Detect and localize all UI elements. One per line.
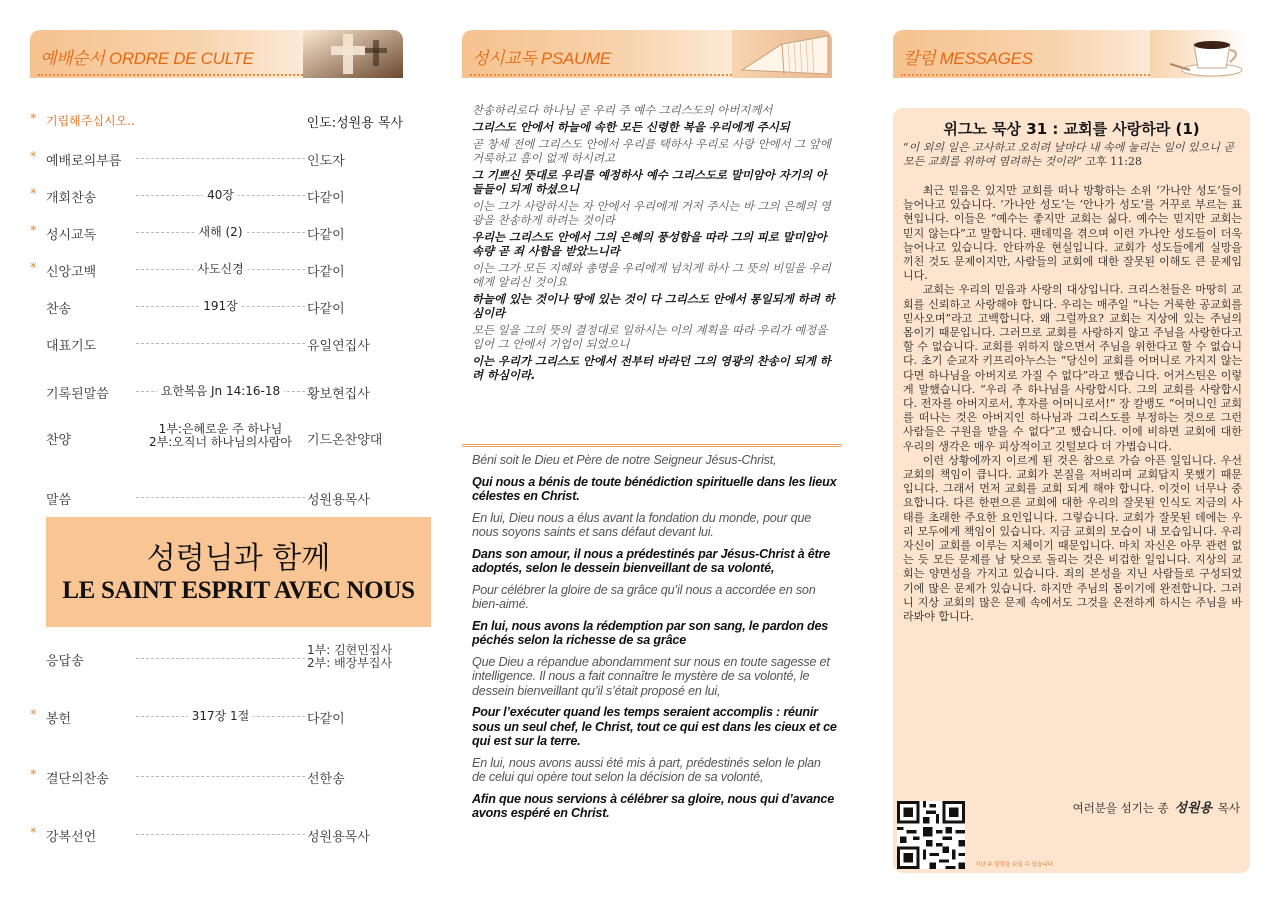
verse-congregation: Dans son amour, il nous a prédestinés par Jésus-Christ à être adoptés, selon le dessein bienveillant de sa volonté, xyxy=(472,546,831,575)
verse-leader: En lui, nous avons aussi été mis à part, prédestinés selon le plan de celui qui opère tout selon la décision de sa volonté, xyxy=(472,755,821,784)
worship-row: * 개회찬송 40장 다같이 xyxy=(30,187,345,206)
paragraph: 최근 믿음은 있지만 교회를 떠나 방황하는 소위 ‘가나안 성도’들이 늘어나고 있습니다. ‘가나안 성도’는 ‘안나가 성도’를 거꾸로 부르는 표현입니다. 이들은 “예수는 좋지만 교회는 싫다. 예수는 믿지만 교회는 믿지 않는다”고 말합니다. 팬데믹을 겪으며 이런 가나안 성도들이 더욱 늘어나고 있습니다. 안타까운 현실입니다. 교회가 성도들에게 실망을 끼친 것도 문제이지만, 사람들의 교회에 대한 잘못된 이해도 큰 문제입니다. xyxy=(903,184,1242,283)
verse-congregation: 하늘에 있는 것이나 땅에 있는 것이 다 그리스도 안에서 통일되게 하려 하심이라 xyxy=(472,292,835,320)
column-title: 위그노 묵상 31 : 교회를 사랑하라 (1) xyxy=(943,120,1200,138)
worship-row: 기록된말씀 요한복음 Jn 14:16-18 황보현집사 xyxy=(46,384,370,402)
sermon-title-banner xyxy=(46,517,431,627)
section-title: 예배순서 ORDRE DE CULTE xyxy=(40,49,254,68)
verse-leader: Pour célébrer la gloire de sa grâce qu’il nous a accordée en son bien-aimé. xyxy=(472,582,816,611)
worship-row: * 예배로의부름 인도자 xyxy=(30,150,345,169)
verse-congregation: Qui nous a bénis de toute bénédiction spirituelle dans les lieux célestes en Christ. xyxy=(472,474,837,503)
column-scripture: “이 외의 일은 고사하고 오히려 날마다 내 속에 눌리는 일이 있으니 곧 모든 교회를 위하여 염려하는 것이라” 고후 11:28 xyxy=(903,141,1234,168)
qr-code-icon[interactable] xyxy=(897,801,965,869)
verse-congregation: 그리스도 안에서 하늘에 속한 모든 신령한 복을 우리에게 주시되 xyxy=(472,120,790,134)
psalm-french-text xyxy=(472,453,837,828)
verse-leader: 찬송하리로다 하나님 곧 우리 주 예수 그리스도의 아버지께서 xyxy=(472,103,773,117)
verse-congregation: 이는 우리가 그리스도 안에서 전부터 바라던 그의 영광의 찬송이 되게 하려 하심이라. xyxy=(472,354,831,382)
verse-leader: 곧 창세 전에 그리스도 안에서 우리를 택하사 우리로 사랑 안에서 그 앞에 거룩하고 흠이 없게 하시려고 xyxy=(472,137,831,165)
verse-leader: En lui, Dieu nous a élus avant la fondation du monde, pour que nous soyons saints et sans défaut devant lui. xyxy=(472,510,812,539)
column-panel xyxy=(893,108,1250,873)
author-signature: 여러분을 섬기는 종 성원용 목사 xyxy=(1072,801,1240,816)
worship-row: * 강복선언 성원용목사 xyxy=(30,826,370,845)
psalm-korean-text xyxy=(472,103,837,385)
verse-congregation: Pour l’exécuter quand les temps seraient accomplis : réunir sous un seul chef, le Christ, tout ce qui est dans les cieux et ce qui est sur la terre. xyxy=(472,705,837,748)
open-book-icon xyxy=(732,30,832,78)
worship-row: 찬송 191장 다같이 xyxy=(46,299,345,317)
divider xyxy=(462,444,842,447)
coffee-cup-icon xyxy=(1150,30,1250,78)
pastor-name: 성원용 xyxy=(1174,801,1213,816)
verse-congregation: En lui, nous avons la rédemption par son sang, le pardon des péchés selon la richesse de sa grâce xyxy=(472,618,829,647)
sermon-title-french: LE SAINT ESPRIT AVEC NOUS xyxy=(62,577,415,604)
verse-leader: Que Dieu a répandue abondamment sur nous en toute sagesse et intelligence. Il nous a fait connaître le mystère de sa volonté, le dessein bienveillant qu’il s’était proposé en lui, xyxy=(472,654,830,698)
verse-congregation: Afin que nous servions à célébrer sa gloire, nous qui d’avance avons espéré en Christ. xyxy=(472,791,835,820)
cross-photo-icon xyxy=(303,30,403,78)
scripture-reference: 고후 11:28 xyxy=(1085,155,1142,168)
worship-row: 대표기도 유일연집사 xyxy=(46,339,370,354)
worship-row: 응답송 1부: 김현민집사 2부: 배장부집사 xyxy=(46,643,393,670)
order-of-worship-column xyxy=(30,0,415,905)
qr-caption: 지난 주 칼럼을 보실 수 있습니다. xyxy=(975,862,1055,868)
worship-row: 말씀 성원용목사 xyxy=(46,493,370,508)
verse-congregation: 그 기쁘신 뜻대로 우리를 예정하사 예수 그리스도로 말미암아 자기의 아들들이 되게 하셨으니 xyxy=(472,168,827,196)
verse-leader: Béni soit le Dieu et Père de notre Seigneur Jésus-Christ, xyxy=(472,453,777,467)
messages-column xyxy=(893,0,1250,905)
paragraph: 교회는 우리의 믿음과 사랑의 대상입니다. 크리스천들은 마땅히 교회를 신뢰하고 사랑해야 합니다. 우리는 매주일 “나는 거룩한 공교회를 믿사오며”라고 고백합니다. 왜 그럴까요? 교회는 지상에 있는 주님의 몸이기 때문입니다. 그러므로 교회를 사랑하지 않고 주님을 사랑한다고 할 수 없습니다. 교회를 위하지 않으면서 주님을 위한다고 할 수 없습니다. 초기 순교자 키프리아누스는 “당신이 교회를 어머니로 가지지 않는다면 하나님을 아버지로 가질 수 없다”라고 했습니다. 어거스틴은 이렇게 말했습니다. “우리 주 하나님을 사랑합시다. 그의 교회를 사랑합시다. 전자를 아버지로서, 후자를 어머니로서!” 장 칼뱅도 “어머니인 교회를 떠나는 것은 아버지인 하나님과 그리스도를 부정하는 것으로 그런 사람들은 구원을 받을 수 없다”고 했습니다. 이에 비하면 교회에 대한 우리의 생각은 매우 피상적이고 깃털보다 더 가볍습니다. xyxy=(903,283,1242,453)
worship-row: * 성시교독 새해 (2) 다같이 xyxy=(30,224,345,243)
order-of-worship-header xyxy=(30,30,403,78)
worship-row: * 결단의찬송 선한송 xyxy=(30,768,345,787)
section-title: 성시교독 PSAUME xyxy=(472,49,611,68)
verse-congregation: 우리는 그리스도 안에서 그의 은혜의 풍성함을 따라 그의 피로 말미암아 속량 곧 죄 사함을 받았느니라 xyxy=(472,230,827,258)
worship-row: 찬양 1부:은혜로운 주 하나님 2부:오직너 하나님의사람아 기드온찬양대 xyxy=(46,422,383,449)
sermon-title-korean: 성령님과 함께 xyxy=(146,541,331,576)
worship-row: * 신앙고백 사도신경 다같이 xyxy=(30,261,345,280)
psalm-header xyxy=(462,30,832,78)
column-body xyxy=(903,184,1242,624)
verse-leader: 이는 그가 모든 지혜와 총명을 우리에게 넘치게 하사 그 뜻의 비밀을 우리에게 알리신 것이요 xyxy=(472,261,831,289)
verse-leader: 이는 그가 사랑하시는 자 안에서 우리에게 거저 주시는 바 그의 은혜의 영광을 찬송하게 하려는 것이라 xyxy=(472,199,831,227)
worship-row: * 봉헌 317장 1절 다같이 xyxy=(30,708,345,727)
worship-row-standing: * 기립해주십시오.. 인도:성원용 목사 xyxy=(30,112,403,131)
verse-leader: 모든 일을 그의 뜻의 결정대로 일하시는 이의 계획을 따라 우리가 예정을 입어 그 안에서 기업이 되었으니 xyxy=(472,323,828,351)
psalm-column xyxy=(462,0,837,905)
paragraph: 이런 상황에까지 이르게 된 것은 참으로 가슴 아픈 일입니다. 우선 교회의 책임이 큽니다. 교회가 본질을 저버리며 교회답지 못했기 때문입니다. 그래서 먼저 교회를 교회 되게 해야 합니다. 이것이 너무나 중요합니다. 다른 한편으론 교회에 대한 우리의 잘못된 인식도 지금의 사태를 초래한 주요한 요인입니다. 그렇습니다. 교회가 잘못된 데에는 우리 모두에게 책임이 있습니다. 지금 교회의 모습이 내 모습입니다. 우리 자신이 교회를 이루는 지체이기 때문입니다. 마치 자신은 아무 관련 없는 듯 모든 문제를 남 탓으로 돌리는 것은 비겁한 일입니다. 지상의 교회는 양면성을 가지고 있습니다. 죄의 본성을 지닌 사람들로 구성되었기에 많은 문제가 있습니다. 하지만 주님의 몸이기에 완전합니다. 그러니 지상 교회의 많은 문제 속에서도 그것을 온전하게 하시는 주님을 바라봐야 합니다. xyxy=(903,453,1242,624)
section-title: 칼럼 MESSAGES xyxy=(903,49,1033,68)
messages-header xyxy=(893,30,1250,78)
